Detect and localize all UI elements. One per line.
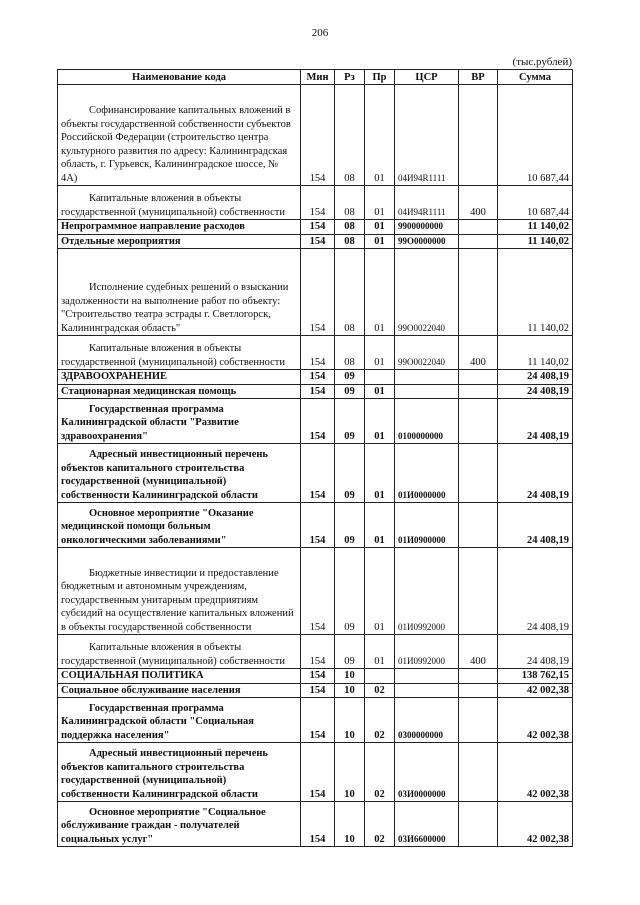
cell-min: 154: [301, 384, 335, 399]
header-min: Мин: [301, 70, 335, 85]
cell-csr: 03И6600000: [395, 802, 459, 847]
cell-pr: 01: [365, 85, 395, 186]
cell-min: 154: [301, 743, 335, 802]
cell-vr: [459, 85, 498, 186]
cell-min: 154: [301, 399, 335, 444]
table-row: [58, 85, 573, 186]
cell-vr: [459, 249, 498, 336]
cell-sum: 24 408,19: [498, 635, 573, 669]
cell-sum: 10 687,44: [498, 186, 573, 220]
cell-pr: 01: [365, 234, 395, 249]
cell-name: Стационарная медицинская помощь: [58, 384, 301, 399]
cell-pr: 02: [365, 683, 395, 698]
cell-pr: 02: [365, 802, 395, 847]
cell-name: Основное мероприятие "Оказание медицинской помощи больным онкологическими заболеваниями": [58, 503, 301, 548]
cell-vr: [459, 669, 498, 684]
cell-csr: 99О0022040: [395, 336, 459, 370]
cell-rz: 10: [335, 802, 365, 847]
header-csr: ЦСР: [395, 70, 459, 85]
cell-csr: 03И0000000: [395, 743, 459, 802]
cell-rz: 10: [335, 743, 365, 802]
table-row: [58, 548, 573, 635]
cell-csr: 01И0992000: [395, 635, 459, 669]
cell-pr: 02: [365, 698, 395, 743]
cell-min: 154: [301, 503, 335, 548]
cell-rz: 08: [335, 186, 365, 220]
cell-name: Государственная программа Калининградской области "Развитие здравоохранения": [58, 399, 301, 444]
cell-name: Адресный инвестиционный перечень объектов капитального строительства государственной (муниципальной) собственности Калининградской области: [58, 743, 301, 802]
cell-name: Капитальные вложения в объекты государственной (муниципальной) собственности: [58, 336, 301, 370]
cell-name: Непрограммное направление расходов: [58, 220, 301, 235]
cell-vr: [459, 683, 498, 698]
table-row: [58, 698, 573, 743]
cell-pr: [365, 370, 395, 385]
unit-label: (тыс.рублей): [512, 56, 572, 68]
cell-rz: 09: [335, 635, 365, 669]
cell-vr: [459, 370, 498, 385]
cell-pr: 01: [365, 336, 395, 370]
table-row: [58, 444, 573, 503]
header-rz: Рз: [335, 70, 365, 85]
cell-name: Государственная программа Калининградской области "Социальная поддержка населения": [58, 698, 301, 743]
cell-sum: 24 408,19: [498, 548, 573, 635]
cell-min: 154: [301, 249, 335, 336]
cell-csr: 0300000000: [395, 698, 459, 743]
cell-min: 154: [301, 669, 335, 684]
cell-vr: [459, 444, 498, 503]
cell-vr: [459, 220, 498, 235]
cell-min: 154: [301, 85, 335, 186]
cell-csr: [395, 370, 459, 385]
cell-sum: 11 140,02: [498, 249, 573, 336]
cell-rz: 08: [335, 249, 365, 336]
cell-pr: 01: [365, 503, 395, 548]
header-vr: ВР: [459, 70, 498, 85]
cell-name: Софинансирование капитальных вложений в объекты государственной собственности субъектов Российской Федерации (строительство центра культурного развития по адресу: Калининградская область, г. Гурьевск, Калининградское шоссе, № 4А): [58, 85, 301, 186]
table-row: [58, 683, 573, 698]
cell-name: Бюджетные инвестиции и предоставление бюджетным и автономным учреждениям, государственным унитарным предприятиям субсидий на осуществление капитальных вложений в объекты государственной собственности: [58, 548, 301, 635]
cell-min: 154: [301, 802, 335, 847]
cell-pr: 01: [365, 444, 395, 503]
cell-sum: 24 408,19: [498, 503, 573, 548]
cell-name: Капитальные вложения в объекты государственной (муниципальной) собственности: [58, 186, 301, 220]
table-row: [58, 802, 573, 847]
cell-min: 154: [301, 234, 335, 249]
cell-csr: [395, 384, 459, 399]
cell-pr: [365, 669, 395, 684]
cell-csr: 04И94R1111: [395, 186, 459, 220]
cell-sum: 42 002,38: [498, 743, 573, 802]
cell-sum: 24 408,19: [498, 399, 573, 444]
cell-rz: 08: [335, 234, 365, 249]
cell-vr: [459, 743, 498, 802]
cell-rz: 09: [335, 384, 365, 399]
cell-pr: 01: [365, 186, 395, 220]
cell-pr: 01: [365, 384, 395, 399]
cell-min: 154: [301, 370, 335, 385]
cell-rz: 09: [335, 503, 365, 548]
cell-vr: [459, 698, 498, 743]
page-number: 206: [311, 27, 329, 39]
cell-csr: 0100000000: [395, 399, 459, 444]
cell-pr: 02: [365, 743, 395, 802]
cell-vr: 400: [459, 336, 498, 370]
cell-pr: 01: [365, 220, 395, 235]
cell-name: Исполнение судебных решений о взыскании задолженности на выполнение работ по объекту: "Строительство театра эстрады г. Светлогорск, Калининградская область": [58, 249, 301, 336]
cell-min: 154: [301, 698, 335, 743]
cell-rz: 09: [335, 444, 365, 503]
cell-vr: [459, 234, 498, 249]
cell-sum: 138 762,15: [498, 669, 573, 684]
cell-name: ЗДРАВООХРАНЕНИЕ: [58, 370, 301, 385]
table-row: [58, 669, 573, 684]
cell-csr: 04И94R1111: [395, 85, 459, 186]
cell-min: 154: [301, 336, 335, 370]
cell-sum: 10 687,44: [498, 85, 573, 186]
cell-name: Капитальные вложения в объекты государственной (муниципальной) собственности: [58, 635, 301, 669]
cell-vr: [459, 802, 498, 847]
table-row: [58, 384, 573, 399]
cell-sum: 11 140,02: [498, 336, 573, 370]
cell-csr: 01И0900000: [395, 503, 459, 548]
cell-csr: [395, 669, 459, 684]
cell-name: Адресный инвестиционный перечень объектов капитального строительства государственной (муниципальной) собственности Калининградской области: [58, 444, 301, 503]
cell-rz: 08: [335, 336, 365, 370]
cell-vr: [459, 503, 498, 548]
cell-vr: 400: [459, 635, 498, 669]
table-row: [58, 399, 573, 444]
cell-csr: 01И0000000: [395, 444, 459, 503]
cell-sum: 24 408,19: [498, 444, 573, 503]
table-row: [58, 743, 573, 802]
cell-rz: 10: [335, 698, 365, 743]
cell-rz: 10: [335, 669, 365, 684]
cell-pr: 01: [365, 548, 395, 635]
cell-min: 154: [301, 444, 335, 503]
cell-min: 154: [301, 635, 335, 669]
cell-sum: 42 002,38: [498, 698, 573, 743]
cell-sum: 24 408,19: [498, 384, 573, 399]
cell-csr: 99О0000000: [395, 234, 459, 249]
cell-name: Социальное обслуживание населения: [58, 683, 301, 698]
cell-pr: 01: [365, 635, 395, 669]
cell-sum: 42 002,38: [498, 802, 573, 847]
cell-vr: 400: [459, 186, 498, 220]
cell-rz: 09: [335, 399, 365, 444]
table-row: [58, 220, 573, 235]
cell-vr: [459, 548, 498, 635]
cell-rz: 09: [335, 370, 365, 385]
cell-vr: [459, 399, 498, 444]
cell-vr: [459, 384, 498, 399]
cell-sum: 11 140,02: [498, 234, 573, 249]
cell-name: СОЦИАЛЬНАЯ ПОЛИТИКА: [58, 669, 301, 684]
cell-csr: [395, 683, 459, 698]
cell-min: 154: [301, 186, 335, 220]
budget-table: [57, 69, 573, 847]
cell-rz: 10: [335, 683, 365, 698]
cell-min: 154: [301, 548, 335, 635]
header-sum: Сумма: [498, 70, 573, 85]
cell-sum: 42 002,38: [498, 683, 573, 698]
header-pr: Пр: [365, 70, 395, 85]
table-row: [58, 635, 573, 669]
table-row: [58, 249, 573, 336]
table-row: [58, 336, 573, 370]
cell-sum: 11 140,02: [498, 220, 573, 235]
cell-min: 154: [301, 220, 335, 235]
cell-pr: 01: [365, 399, 395, 444]
cell-rz: 08: [335, 85, 365, 186]
cell-csr: 9900000000: [395, 220, 459, 235]
header-name: Наименование кода: [58, 70, 301, 85]
cell-rz: 09: [335, 548, 365, 635]
cell-min: 154: [301, 683, 335, 698]
cell-name: Основное мероприятие "Социальное обслуживание граждан - получателей социальных услуг": [58, 802, 301, 847]
table-row: [58, 186, 573, 220]
cell-rz: 08: [335, 220, 365, 235]
table-row: [58, 234, 573, 249]
cell-pr: 01: [365, 249, 395, 336]
table-row: [58, 503, 573, 548]
cell-csr: 01И0992000: [395, 548, 459, 635]
cell-csr: 99О0022040: [395, 249, 459, 336]
table-body: [58, 85, 573, 847]
cell-name: Отдельные мероприятия: [58, 234, 301, 249]
cell-sum: 24 408,19: [498, 370, 573, 385]
table-header-row: [58, 70, 573, 85]
table-row: [58, 370, 573, 385]
